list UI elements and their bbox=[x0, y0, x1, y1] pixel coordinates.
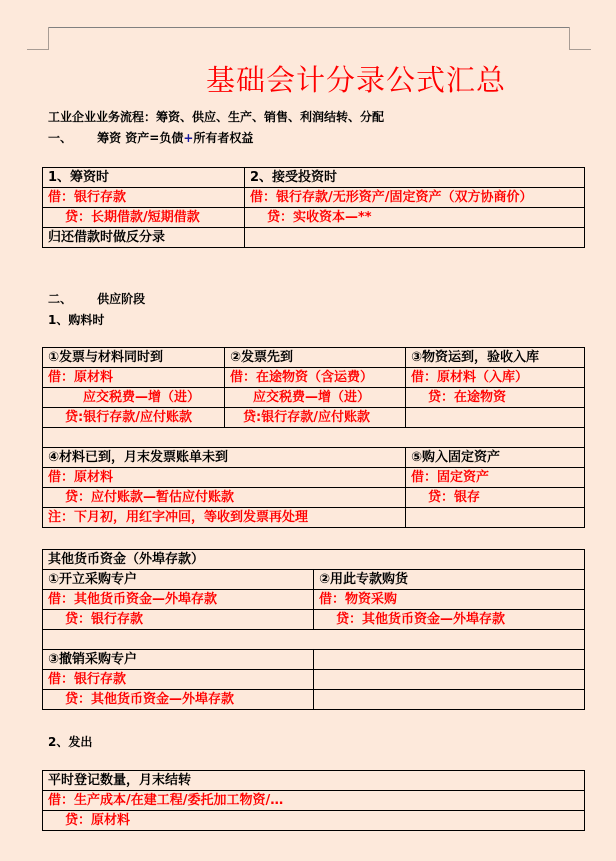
section2-number: 二、 bbox=[48, 292, 73, 306]
investment-header: 2、接受投资时 bbox=[245, 168, 585, 188]
case1-debit: 借：原材料 bbox=[43, 368, 225, 388]
other-funds-header: 其他货币资金（外埠存款） bbox=[43, 550, 585, 570]
case3-header: ③物资运到，验收入库 bbox=[406, 348, 585, 368]
financing-header: 1、筹资时 bbox=[43, 168, 245, 188]
financing-table bbox=[42, 167, 585, 248]
issue-header: 平时登记数量，月末结转 bbox=[43, 771, 585, 791]
case4-note: 注：下月初，用红字冲回，等收到发票再处理 bbox=[43, 508, 406, 528]
case5-debit: 借：固定资产 bbox=[406, 468, 585, 488]
page-corner-right-horizontal bbox=[569, 49, 591, 50]
spacer-row bbox=[43, 630, 585, 650]
financing-debit: 借：银行存款 bbox=[43, 188, 245, 208]
case2-header: ②发票先到 bbox=[225, 348, 406, 368]
case1-header: ①发票与材料同时到 bbox=[43, 348, 225, 368]
case3-debit: 借：原材料（入库） bbox=[406, 368, 585, 388]
page-corner-left-horizontal bbox=[27, 49, 49, 50]
purchase-subheading: 1、购料时 bbox=[48, 313, 105, 327]
investment-debit: 借：银行存款/无形资产/固定资产（双方协商价） bbox=[245, 188, 585, 208]
case3-empty bbox=[406, 408, 585, 428]
close-account-header: ③撤销采购专户 bbox=[43, 650, 314, 670]
case2-debit: 借：在途物资（含运费） bbox=[225, 368, 406, 388]
investment-note bbox=[245, 228, 585, 248]
case1-credit: 贷:银行存款/应付账款 bbox=[43, 408, 225, 428]
close-account-debit: 借：银行存款 bbox=[43, 670, 314, 690]
section2-title: 供应阶段 bbox=[97, 292, 146, 306]
document-title: 基础会计分录公式汇总 bbox=[205, 63, 506, 97]
case4-header: ④材料已到，月末发票账单未到 bbox=[43, 448, 406, 468]
investment-credit: 贷：实收资本—** bbox=[245, 208, 585, 228]
page-corner-right-vertical bbox=[569, 27, 570, 49]
issue-credit: 贷：原材料 bbox=[43, 811, 585, 831]
close-account-credit: 贷：其他货币资金—外埠存款 bbox=[43, 690, 314, 710]
purchase-table bbox=[42, 347, 585, 528]
use-funds-header: ②用此专款购货 bbox=[314, 570, 585, 590]
section1-number: 一、 bbox=[48, 131, 73, 145]
case1-debit-tax: 应交税费—增（进） bbox=[43, 388, 225, 408]
use-funds-credit: 贷：其他货币资金—外埠存款 bbox=[314, 610, 585, 630]
open-account-header: ①开立采购专户 bbox=[43, 570, 314, 590]
case4-debit: 借：原材料 bbox=[43, 468, 406, 488]
intro-line: 工业企业业务流程：筹资、供应、生产、销售、利润结转、分配 bbox=[48, 110, 385, 124]
case2-credit: 贷:银行存款/应付账款 bbox=[225, 408, 406, 428]
equation-pre: 资产=负债 bbox=[125, 131, 184, 145]
issue-debit: 借：生产成本/在建工程/委托加工物资/… bbox=[43, 791, 585, 811]
case5-header: ⑤购入固定资产 bbox=[406, 448, 585, 468]
equation-post: 所有者权益 bbox=[193, 131, 254, 145]
spacer-row bbox=[43, 428, 585, 448]
section2-heading bbox=[48, 290, 145, 307]
section1-heading bbox=[48, 129, 253, 146]
page-top-border bbox=[48, 27, 569, 28]
page-corner-left-vertical bbox=[48, 27, 49, 49]
section1-title: 筹资 bbox=[97, 131, 122, 145]
empty-cell bbox=[314, 670, 585, 690]
financing-credit: 贷：长期借款/短期借款 bbox=[43, 208, 245, 228]
equation-plus: + bbox=[183, 131, 194, 145]
case5-credit: 贷：银存 bbox=[406, 488, 585, 508]
case4-credit: 贷：应付账款—暂估应付账款 bbox=[43, 488, 406, 508]
use-funds-debit: 借：物资采购 bbox=[314, 590, 585, 610]
case2-debit-tax: 应交税费—增（进） bbox=[225, 388, 406, 408]
open-account-debit: 借：其他货币资金—外埠存款 bbox=[43, 590, 314, 610]
other-monetary-funds-table bbox=[42, 549, 585, 710]
financing-note: 归还借款时做反分录 bbox=[43, 228, 245, 248]
case3-credit: 贷：在途物资 bbox=[406, 388, 585, 408]
empty-cell bbox=[314, 690, 585, 710]
empty-cell bbox=[314, 650, 585, 670]
issue-table bbox=[42, 770, 585, 831]
open-account-credit: 贷：银行存款 bbox=[43, 610, 314, 630]
case5-empty bbox=[406, 508, 585, 528]
issue-subheading: 2、发出 bbox=[48, 735, 93, 749]
